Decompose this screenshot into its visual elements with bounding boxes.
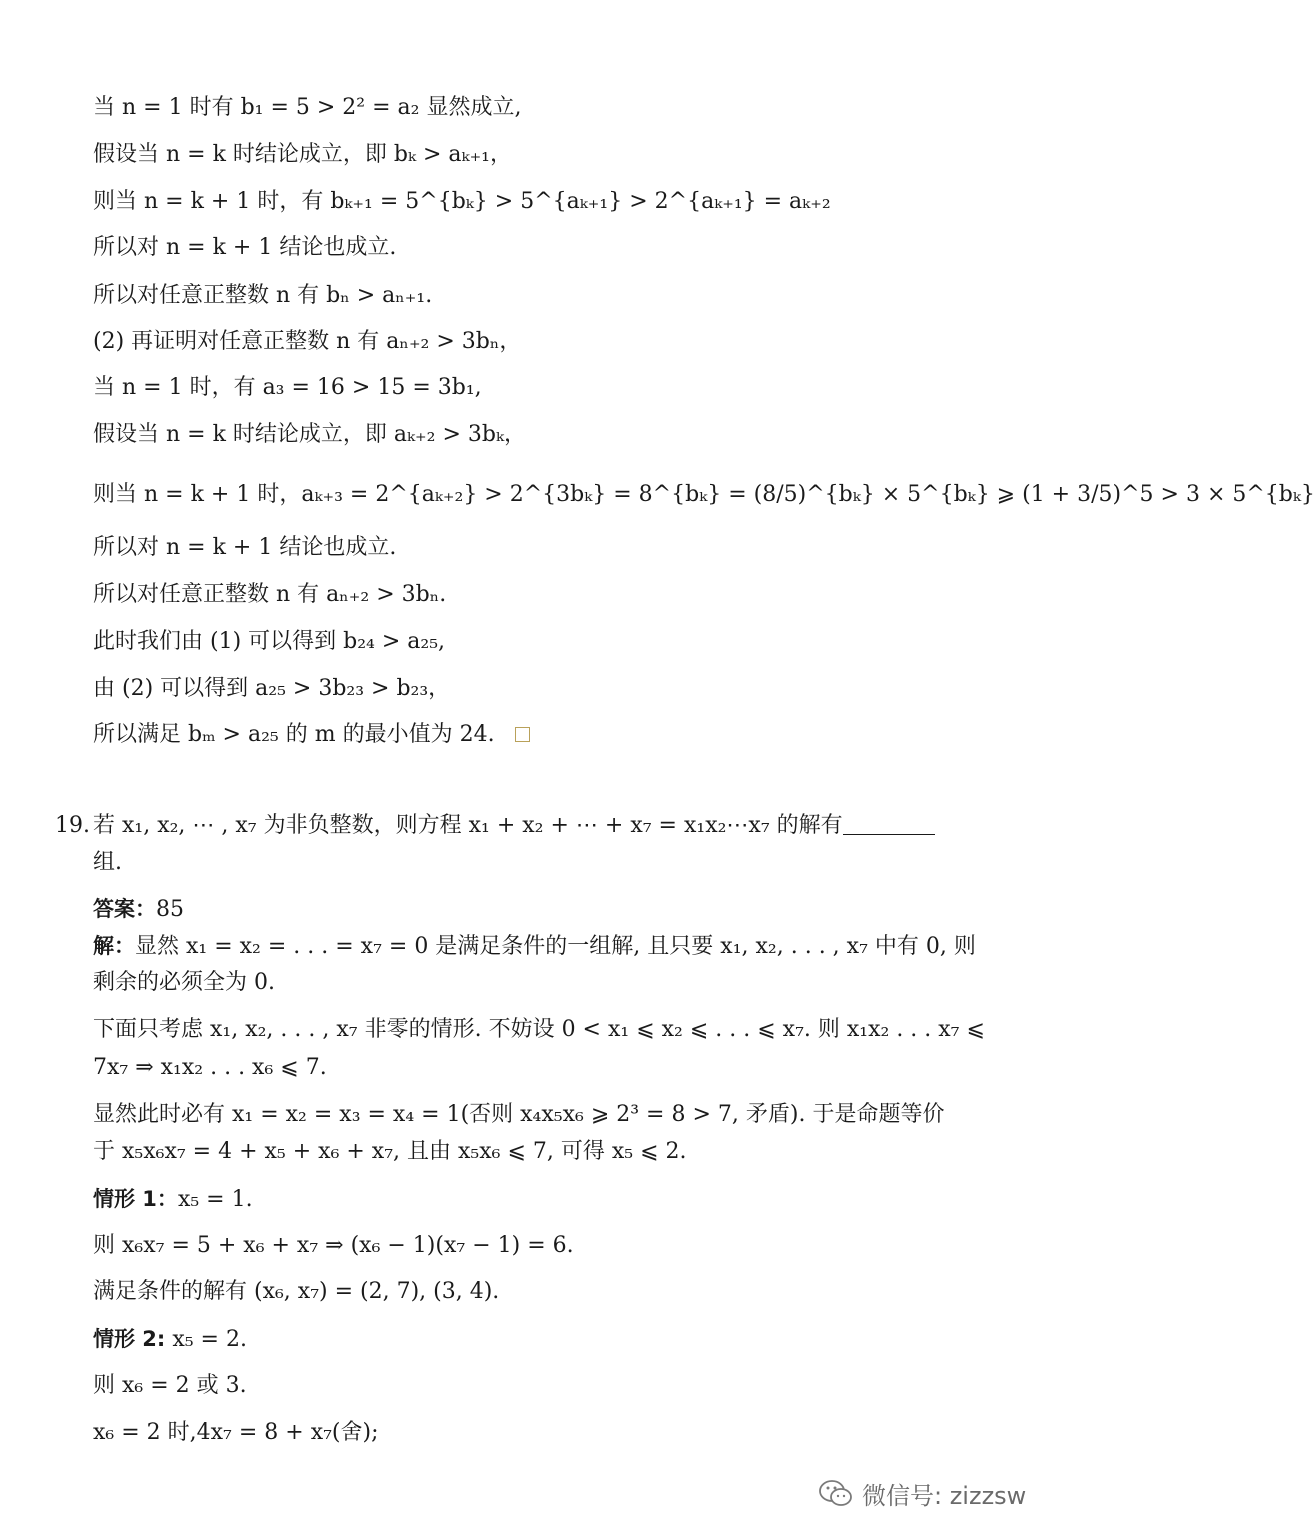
- proof-line: (2) 再证明对任意正整数 n 有 aₙ₊₂ > 3bₙ，: [93, 329, 522, 354]
- watermark-text: 微信号: zizzsw: [862, 1482, 1027, 1510]
- proof-line: 此时我们由 (1) 可以得到 b₂₄ > a₂₅,: [93, 629, 446, 654]
- case-text: x₅ = 1.: [177, 1187, 253, 1212]
- question-stem: 组.: [93, 850, 122, 875]
- question-stem: [93, 811, 935, 841]
- answer-line: [93, 894, 184, 925]
- watermark: [818, 1476, 1026, 1511]
- case-label: 情形 1：: [93, 1187, 178, 1211]
- proof-line: 所以对 n = k + 1 结论也成立.: [93, 235, 397, 260]
- question-number: 19.: [55, 813, 90, 838]
- solution-line: 显然此时必有 x₁ = x₂ = x₃ = x₄ = 1(否则 x₄x₅x₆ ⩾ 2³ = 8 > 7, 矛盾). 于是命题等价: [93, 1102, 945, 1127]
- proof-line-formula: 则当 n = k + 1 时，aₖ₊₃ = 2^{aₖ₊₂} > 2^{3bₖ} = 8^{bₖ} = (8/5)^{bₖ} × 5^{bₖ} ⩾ (1 + 3/5)^5 > 3 × 5^{bₖ}: [93, 482, 1315, 507]
- proof-line: 所以满足 bₘ > a₂₅ 的 m 的最小值为 24.: [93, 722, 495, 747]
- case-heading: [93, 1184, 253, 1215]
- solution-line: 则 x₆ = 2 或 3.: [93, 1373, 247, 1398]
- solution-label: 解：: [93, 934, 135, 958]
- solution-line: 于 x₅x₆x₇ = 4 + x₅ + x₆ + x₇, 且由 x₅x₆ ⩽ 7, 可得 x₅ ⩽ 2.: [93, 1139, 687, 1164]
- proof-line: 当 n = 1 时有 b₁ = 5 > 2² = a₂ 显然成立,: [93, 95, 522, 120]
- proof-line: 所以对任意正整数 n 有 bₙ > aₙ₊₁.: [93, 283, 433, 308]
- proof-conclusion: [93, 720, 530, 750]
- case-heading: [93, 1324, 247, 1355]
- proof-line: 当 n = 1 时，有 a₃ = 16 > 15 = 3b₁,: [93, 375, 482, 400]
- question-stem-text: 若 x₁, x₂, ⋯ , x₇ 为非负整数，则方程 x₁ + x₂ + ⋯ + x₇ = x₁x₂⋯x₇ 的解有: [93, 813, 843, 838]
- proof-line: 所以对 n = k + 1 结论也成立.: [93, 535, 397, 560]
- proof-line: 假设当 n = k 时结论成立，即 bₖ > aₖ₊₁，: [93, 142, 512, 167]
- solution-line: 7x₇ ⇒ x₁x₂ . . . x₆ ⩽ 7.: [93, 1055, 327, 1080]
- solution-line: x₆ = 2 时,4x₇ = 8 + x₇(舍);: [93, 1420, 379, 1445]
- proof-line: 所以对任意正整数 n 有 aₙ₊₂ > 3bₙ.: [93, 582, 447, 607]
- solution-line: 剩余的必须全为 0.: [93, 970, 275, 995]
- case-text: x₅ = 2.: [165, 1327, 247, 1352]
- answer-label: 答案：: [93, 897, 156, 921]
- solution-line: 下面只考虑 x₁, x₂, . . . , x₇ 非零的情形. 不妨设 0 < x₁ ⩽ x₂ ⩽ . . . ⩽ x₇. 则 x₁x₂ . . . x₇ ⩽: [93, 1017, 985, 1042]
- solution-text: 显然 x₁ = x₂ = . . . = x₇ = 0 是满足条件的一组解, 且只要 x₁, x₂, . . . , x₇ 中有 0, 则: [135, 934, 976, 959]
- qed-box-icon: [515, 727, 530, 742]
- proof-line: 则当 n = k + 1 时，有 bₖ₊₁ = 5^{bₖ} > 5^{aₖ₊₁} > 2^{aₖ₊₁} = aₖ₊₂: [93, 189, 831, 214]
- wechat-logo-icon: [818, 1479, 854, 1509]
- solution-line: 则 x₆x₇ = 5 + x₆ + x₇ ⇒ (x₆ − 1)(x₇ − 1) = 6.: [93, 1233, 574, 1258]
- solution-line: [93, 931, 976, 962]
- proof-line: 假设当 n = k 时结论成立，即 aₖ₊₂ > 3bₖ，: [93, 422, 526, 447]
- case-label: 情形 2:: [93, 1327, 166, 1351]
- answer-value: 85: [156, 897, 184, 922]
- proof-line: 由 (2) 可以得到 a₂₅ > 3b₂₃ > b₂₃，: [93, 676, 451, 701]
- answer-blank: [843, 812, 935, 835]
- solution-line: 满足条件的解有 (x₆, x₇) = (2, 7), (3, 4).: [93, 1279, 500, 1304]
